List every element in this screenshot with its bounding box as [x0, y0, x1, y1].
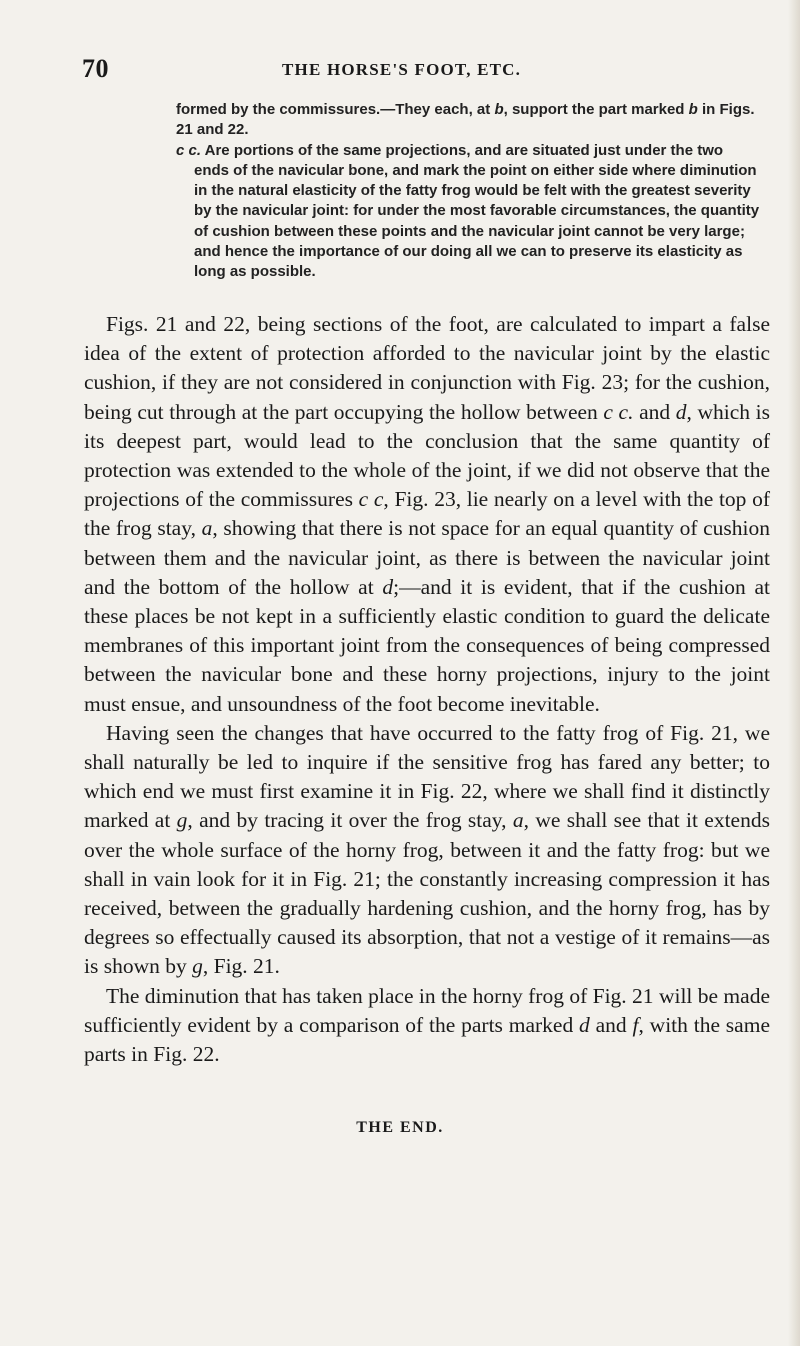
page-header: [0, 54, 800, 94]
running-head: THE HORSE'S FOOT, ETC.: [282, 60, 522, 79]
note-b: formed by the commissures.—They each, at b, support the part marked b in Figs. 21 and 22.: [176, 101, 755, 139]
note-cc: c c. Are portions of the same projections, and are situated just under the two ends of the navicular bone, and mark the point on either side where diminution in the natural elasticity of the fatty frog would be felt with the greatest severity by the navicular joint: for under the most favorable circumstances, the quantity of cushion between these points and the navicular joint cannot be very large; and hence the importance of our doing all we can to preserve its elasticity as long as possible.: [176, 141, 760, 281]
paragraph-1: Figs. 21 and 22, being sections of the foot, are calculated to impart a false idea of the extent of protection afforded to the navicular joint by the elastic cushion, if they are not considered in conjunction with Fig. 23; for the cushion, being cut through at the part occupying the hollow between c c. and d, which is its deepest part, would lead to the conclusion that the same quantity of protection was extended to the whole of the joint, if we did not observe that the projections of the commissures c c, Fig. 23, lie nearly on a level with the top of the frog stay, a, showing that there is not space for an equal quantity of cushion between them and the navicular joint, as there is between the navicular joint and the bottom of the hollow at d;—and it is evident, that if the cushion at these places be not kept in a sufficiently elastic condition to guard the delicate membranes of this important joint from the consequences of being compressed between the navicular bone and these horny projections, injury to the joint must ensue, and unsoundness of the foot become inevitable.: [84, 312, 771, 716]
page-number: 70: [82, 54, 109, 83]
figure-notes: [176, 100, 760, 283]
paragraph-3: The diminution that has taken place in the horny frog of Fig. 21 will be made sufficiently evident by a comparison of the parts marked d and f, with the same parts in Fig. 22.: [84, 983, 770, 1067]
main-text: [84, 310, 770, 1069]
the-end-label: THE END.: [356, 1119, 444, 1136]
paragraph-2: Having seen the changes that have occurred to the fatty frog of Fig. 21, we shall naturally be led to inquire if the sensitive frog has fared any better; to which end we must first examine it in Fig. 22, where we shall find it distinctly marked at g, and by tracing it over the frog stay, a, we shall see that it extends over the whole surface of the horny frog, between it and the fatty frog: but we shall in vain look for it in Fig. 21; the constantly increasing compression it has received, between the gradually hardening cushion, and the horny frog, has by degrees so effectually caused its absorption, that not a vestige of it remains—as is shown by g, Fig. 21.: [84, 720, 770, 979]
page-edge-shadow: [788, 0, 800, 1346]
